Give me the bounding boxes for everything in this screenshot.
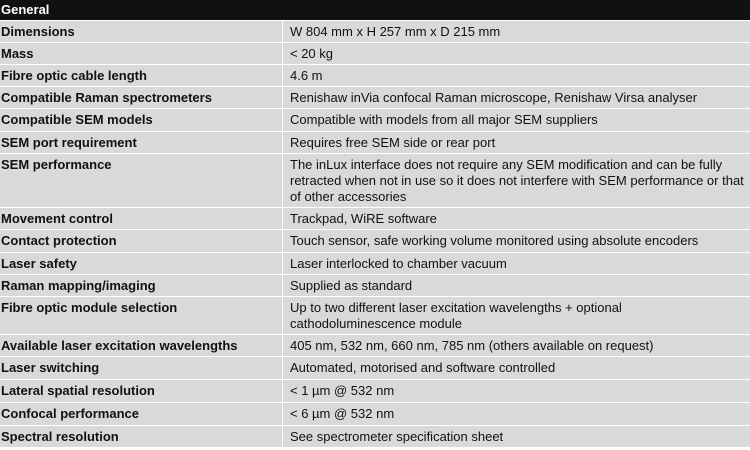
- row-value: < 1 µm @ 532 nm: [282, 380, 750, 402]
- table-row: [0, 425, 750, 447]
- row-value: Requires free SEM side or rear port: [282, 132, 750, 153]
- row-value: 4.6 m: [282, 65, 750, 86]
- row-label: Laser switching: [1, 360, 100, 375]
- table-row: [0, 86, 750, 108]
- row-label: Movement control: [1, 211, 113, 226]
- row-label: Mass: [1, 46, 34, 61]
- row-label: SEM port requirement: [1, 135, 137, 150]
- row-value: Compatible with models from all major SEM suppliers: [282, 109, 750, 131]
- table-row: [0, 20, 750, 42]
- table-row: [0, 64, 750, 86]
- row-value: Trackpad, WiRE software: [282, 208, 750, 229]
- section-header: General: [0, 0, 750, 20]
- row-label: Dimensions: [1, 24, 75, 39]
- table-row: [0, 334, 750, 356]
- row-value: The inLux interface does not require any SEM modification and can be fully retracted when not in use so it does not interfere with SEM performance or that of other accessories: [282, 154, 750, 207]
- table-row: [0, 402, 750, 425]
- row-label: Spectral resolution: [1, 429, 119, 444]
- row-label: Laser safety: [1, 256, 77, 271]
- row-label: SEM performance: [1, 157, 112, 172]
- table-row: [0, 296, 750, 334]
- table-row: [0, 108, 750, 131]
- row-label: Confocal performance: [1, 406, 139, 421]
- row-label: Contact protection: [1, 233, 117, 248]
- table-row: [0, 42, 750, 64]
- row-label: Fibre optic cable length: [1, 68, 147, 83]
- row-value: Up to two different laser excitation wavelengths + optional cathodoluminescence module: [282, 297, 750, 334]
- table-row: [0, 252, 750, 274]
- row-value: < 20 kg: [282, 43, 750, 64]
- row-label: Compatible Raman spectrometers: [1, 90, 212, 105]
- row-value: Supplied as standard: [282, 275, 750, 296]
- row-value: Automated, motorised and software controlled: [282, 357, 750, 379]
- row-value: Touch sensor, safe working volume monitored using absolute encoders: [282, 230, 750, 252]
- table-row: [0, 229, 750, 252]
- row-label: Raman mapping/imaging: [1, 278, 156, 293]
- row-value: Laser interlocked to chamber vacuum: [282, 253, 750, 274]
- table-row: [0, 207, 750, 229]
- table-row: [0, 274, 750, 296]
- table-row: [0, 153, 750, 207]
- row-value: 405 nm, 532 nm, 660 nm, 785 nm (others available on request): [282, 335, 750, 356]
- row-label: Compatible SEM models: [1, 112, 153, 127]
- table-row: [0, 356, 750, 379]
- row-value: See spectrometer specification sheet: [282, 426, 750, 447]
- table-row: [0, 379, 750, 402]
- table-row: [0, 131, 750, 153]
- row-value: Renishaw inVia confocal Raman microscope, Renishaw Virsa analyser: [282, 87, 750, 108]
- row-value: W 804 mm x H 257 mm x D 215 mm: [282, 21, 750, 42]
- row-value: < 6 µm @ 532 nm: [282, 403, 750, 425]
- row-label: Lateral spatial resolution: [1, 383, 155, 398]
- row-label: Fibre optic module selection: [1, 300, 178, 315]
- row-label: Available laser excitation wavelengths: [1, 338, 238, 353]
